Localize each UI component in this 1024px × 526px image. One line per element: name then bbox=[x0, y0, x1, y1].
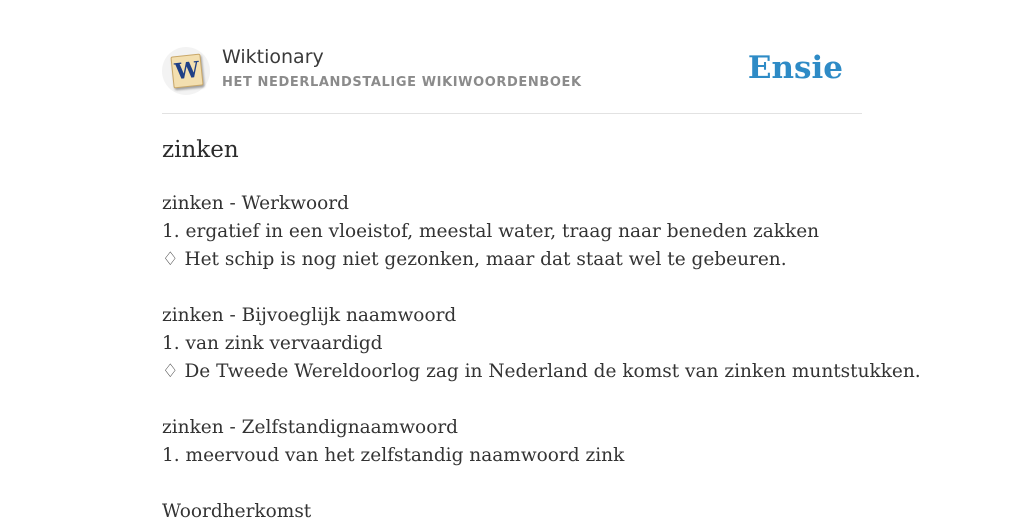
logo-tile: W bbox=[170, 54, 203, 89]
entry-heading: zinken - Zelfstandignaamwoord bbox=[162, 417, 459, 438]
definitions-content bbox=[162, 190, 921, 526]
spacer bbox=[162, 386, 882, 414]
entry-heading: zinken - Bijvoeglijk naamwoord bbox=[162, 305, 457, 326]
etymology-heading: Woordherkomst bbox=[162, 501, 312, 522]
entry-definition: 1. van zink vervaardigd bbox=[162, 333, 383, 354]
entry-example: ♢ De Tweede Wereldoorlog zag in Nederland de komst van zinken muntstukken. bbox=[162, 361, 921, 382]
entry-definition: 1. ergatief in een vloeistof, meestal water, traag naar beneden zakken bbox=[162, 221, 820, 242]
page bbox=[162, 0, 921, 522]
site-header bbox=[162, 0, 862, 114]
ensie-brand-link[interactable]: Ensie bbox=[747, 50, 843, 86]
entry-example: ♢ Het schip is nog niet gezonken, maar dat staat wel te gebeuren. bbox=[162, 249, 787, 270]
spacer bbox=[162, 470, 882, 498]
entry-heading: zinken - Werkwoord bbox=[162, 193, 349, 214]
spacer bbox=[162, 274, 882, 302]
site-tagline: HET NEDERLANDSTALIGE WIKIWOORDENBOEK bbox=[222, 75, 582, 90]
site-name[interactable]: Wiktionary bbox=[222, 46, 324, 68]
wiktionary-logo-icon[interactable] bbox=[162, 47, 210, 95]
entry-definition: 1. meervoud van het zelfstandig naamwoord zink bbox=[162, 445, 625, 466]
page-title: zinken bbox=[162, 137, 239, 163]
